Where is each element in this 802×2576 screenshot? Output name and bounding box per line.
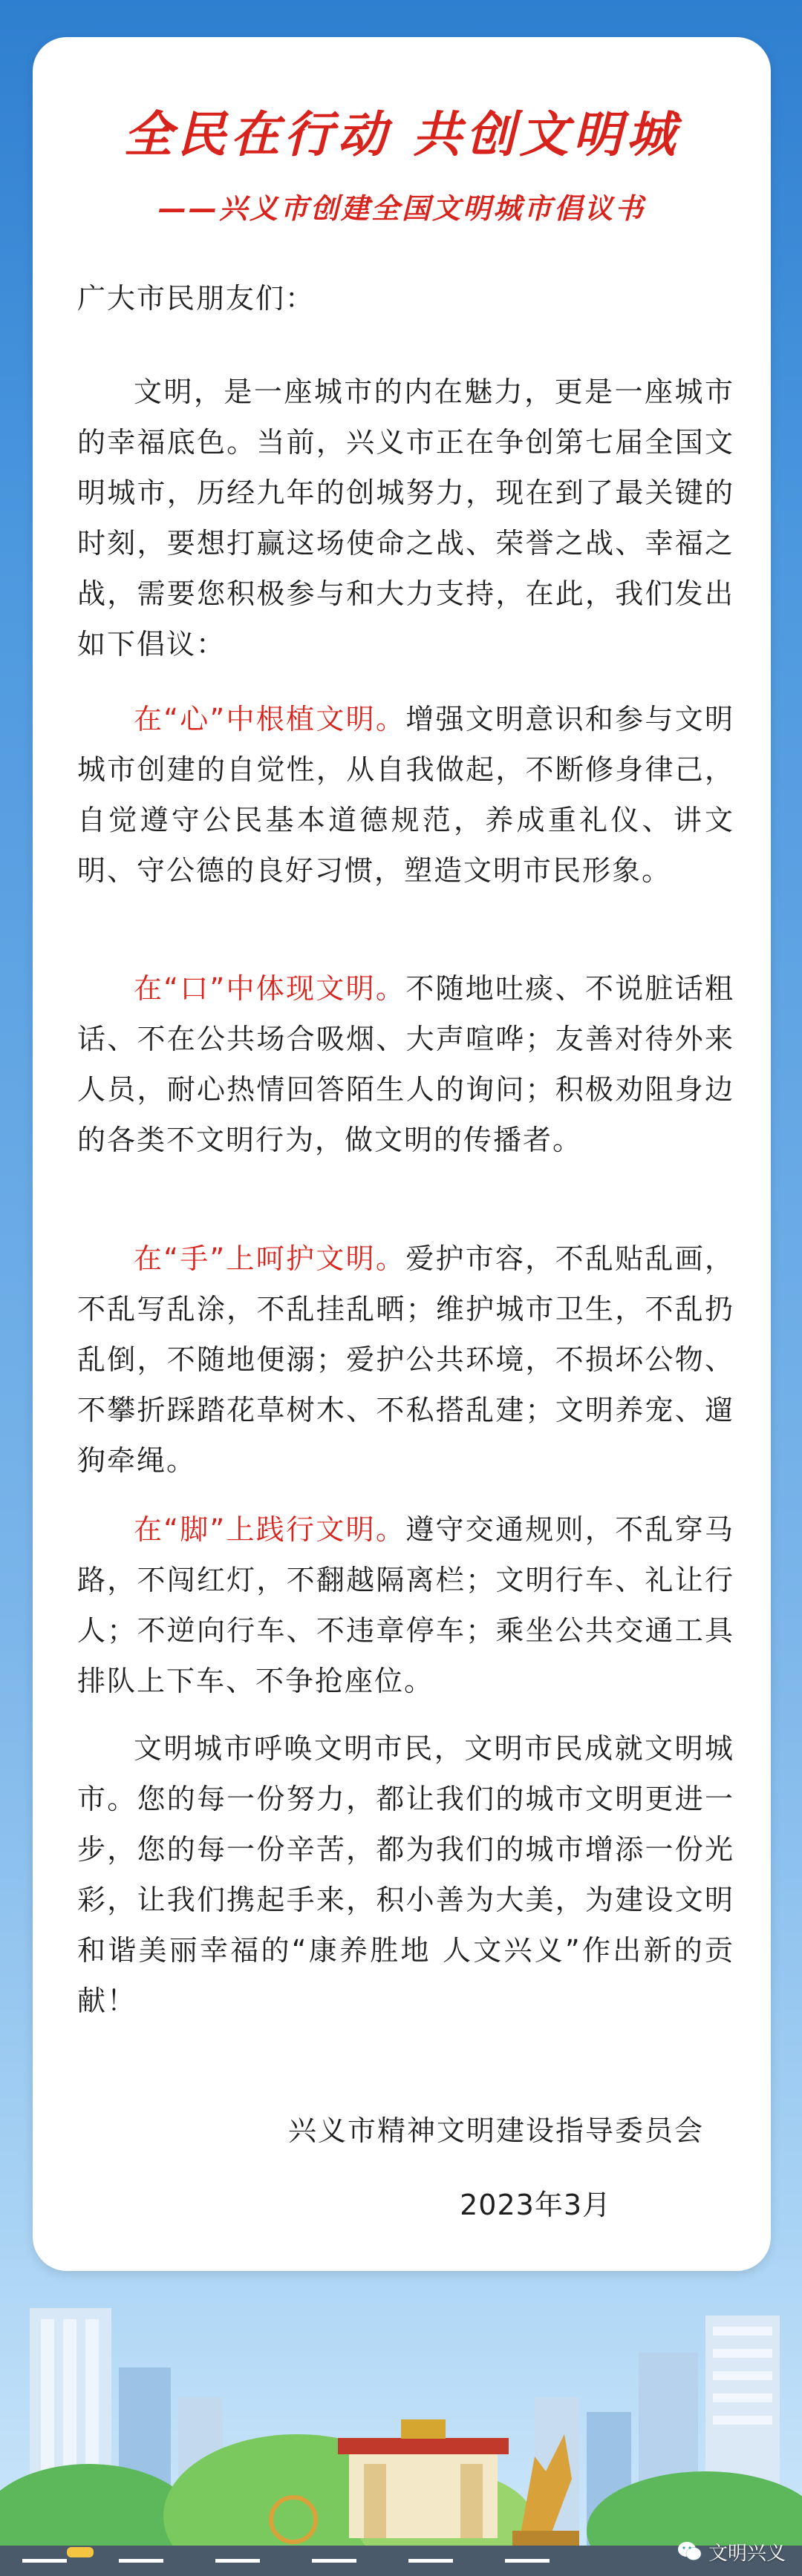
page-subtitle: ——兴义市创建全国文明城市倡议书 <box>157 192 645 225</box>
foot-paragraph <box>77 1504 734 1706</box>
mouth-heading: 在“口”中体现文明。 <box>134 972 406 1005</box>
heart-body: 增强文明意识和参与文明城市创建的自觉性，从自我做起，不断修身律己，自觉遵守公民基本道德规范，养成重礼仪、讲文明、守公德的良好习惯，塑造文明市民形象。 <box>77 703 734 887</box>
car <box>67 2547 94 2557</box>
mouth-body: 不随地吐痰、不说脏话粗话、不在公共场合吸烟、大声喧哗；友善对待外来人员，耐心热情回答陌生人的询问；积极劝阻身边的各类不文明行为，做文明的传播者。 <box>77 972 734 1156</box>
hand-paragraph <box>77 1233 734 1486</box>
signature: 兴义市精神文明建设指导委员会 <box>287 2114 704 2147</box>
foot-body: 遵守交通规则，不乱穿马路，不闯红灯，不翻越隔离栏；文明行车、礼让行人；不逆向行车、不违章停车；乘坐公共交通工具排队上下车、不争抢座位。 <box>77 1513 734 1697</box>
proposal-card <box>33 37 771 2271</box>
foot-heading: 在“脚”上践行文明。 <box>134 1513 406 1546</box>
wechat-icon <box>677 2540 702 2563</box>
hand-heading: 在“手”上呵护文明。 <box>134 1242 406 1275</box>
watermark-text: 文明兴义 <box>708 2542 786 2565</box>
mouth-paragraph <box>77 963 734 1165</box>
heart-paragraph <box>77 694 734 896</box>
heart-heading: 在“心”中根植文明。 <box>134 703 406 735</box>
city-skyline-illustration <box>0 2286 802 2576</box>
intro-paragraph: 文明，是一座城市的内在魅力，更是一座城市的幸福底色。当前，兴义市正在争创第七届全国文明城市，历经九年的创城努力，现在到了最关键的时刻，要想打赢这场使命之战、荣誉之战、幸福之战，需要您积极参与和大力支持，在此，我们发出如下倡议： <box>77 376 734 661</box>
salutation: 广大市民朋友们： <box>77 282 316 315</box>
hand-body: 爱护市容，不乱贴乱画，不乱写乱涂，不乱挂乱晒；维护城市卫生，不乱扔乱倒，不随地便溺；爱护公共环境，不损坏公物、不攀折踩踏花草树木、不私搭乱建；文明养宠、遛狗牵绳。 <box>77 1242 734 1477</box>
page-title: 全民在行动 共创文明城 <box>123 106 680 163</box>
date: 2023年3月 <box>460 2189 611 2221</box>
closing-paragraph: 文明城市呼唤文明市民，文明市民成就文明城市。您的每一份努力，都让我们的城市文明更进一步，您的每一份辛苦，都为我们的城市增添一份光彩，让我们携起手来，积小善为大美，为建设文明和谐美丽幸福的“康养胜地 人文兴义”作出新的贡献！ <box>77 1732 734 2017</box>
watermark <box>677 2537 786 2566</box>
